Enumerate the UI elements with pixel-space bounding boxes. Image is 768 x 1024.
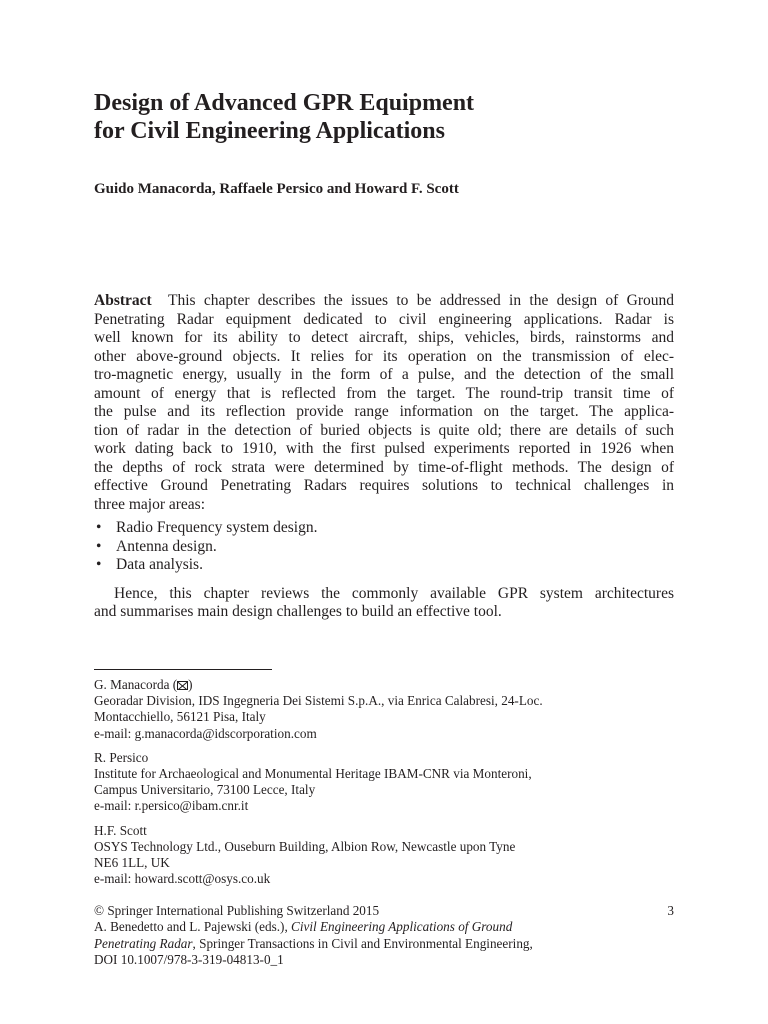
author-affiliations [94, 677, 674, 895]
book-title: Civil Engineering Applications of Ground [291, 919, 513, 935]
envelope-icon[interactable] [177, 681, 188, 690]
book-title: Penetrating Radar [94, 935, 193, 951]
abstract-line: effective Ground Penetrating Radars requires solutions to technical challenges in [94, 477, 674, 494]
abstract-line: well known for its ability to detect aircraft, ships, vehicles, birds, rainstorms and [94, 329, 674, 346]
chapter-title-line-2: for Civil Engineering Applications [94, 118, 445, 144]
affiliation-line: Georadar Division, IDS Ingegneria Dei Sistemi S.p.A., via Enrica Calabresi, 24-Loc. [94, 693, 543, 709]
affiliation-name: R. Persico [94, 749, 149, 765]
bullet-icon: • [96, 556, 102, 573]
affiliation-line: Montacchiello, 56121 Pisa, Italy [94, 709, 266, 725]
abstract-line: work dating back to 1910, with the first pulsed experiments reported in 1926 when [94, 440, 674, 457]
abstract-line: the depths of rock strata were determined by time-of-flight methods. The design of [94, 458, 674, 476]
abstract-line: tion of radar in the detection of buried objects is quite old; there are details of such [94, 421, 674, 439]
affiliation-line: Institute for Archaeological and Monumental Heritage IBAM-CNR via Monteroni, [94, 766, 532, 782]
abstract-line: tro-magnetic energy, usually in the form of a pulse, and the detection of the small [94, 366, 674, 383]
chapter-title-line-1: Design of Advanced GPR Equipment [94, 90, 475, 116]
list-item: • Radio Frequency system design. [96, 519, 318, 536]
affiliation-line: Campus Universitario, 73100 Lecce, Italy [94, 782, 316, 798]
citation-line: Penetrating Radar, Springer Transactions in Civil and Environmental Engineering, [94, 935, 533, 951]
affiliation-scott [94, 823, 674, 888]
affiliation-name: H.F. Scott [94, 822, 147, 838]
footnote-divider [94, 669, 272, 670]
abstract-line: other above-ground objects. It relies for its operation on the transmission of elec- [94, 347, 674, 365]
affiliation-line: OSYS Technology Ltd., Ouseburn Building, Albion Row, Newcastle upon Tyne [94, 838, 516, 854]
chapter-title [94, 89, 674, 145]
bullet-icon: • [96, 537, 102, 555]
abstract [94, 292, 674, 622]
copyright-line: © Springer International Publishing Switzerland 2015 [94, 903, 380, 918]
citation-line: A. Benedetto and L. Pajewski (eds.), Civil Engineering Applications of Ground [94, 919, 513, 935]
doi-link[interactable]: DOI 10.1007/978-3-319-04813-0_1 [94, 951, 284, 967]
abstract-line: and summarises main design challenges to build an effective tool. [94, 603, 502, 620]
affiliation-name: G. Manacorda ( ) [94, 677, 193, 692]
affiliation-line: NE6 1LL, UK [94, 855, 170, 871]
abstract-line: the pulse and its reflection provide range information on the target. The applica- [94, 403, 674, 420]
affiliation-manacorda [94, 677, 674, 742]
email-link[interactable]: e-mail: r.persico@ibam.cnr.it [94, 798, 249, 814]
abstract-line: amount of energy that is reflected from the target. The round-trip transit time of [94, 384, 674, 402]
publication-footer [94, 903, 674, 968]
abstract-line: Abstract This chapter describes the issues to be addressed in the design of Ground [94, 292, 674, 309]
list-item: • Data analysis. [96, 556, 203, 573]
list-item: • Antenna design. [96, 537, 217, 555]
affiliation-persico [94, 750, 674, 815]
bullet-icon: • [96, 519, 102, 536]
author-list: Guido Manacorda, Raffaele Persico and Howard F. Scott [94, 181, 459, 197]
abstract-label: Abstract [94, 292, 152, 309]
abstract-closing-paragraph [94, 585, 674, 622]
design-areas-list [94, 519, 674, 575]
email-link[interactable]: e-mail: g.manacorda@idscorporation.com [94, 725, 317, 741]
abstract-line: three major areas: [94, 495, 206, 513]
email-link[interactable]: e-mail: howard.scott@osys.co.uk [94, 871, 271, 887]
page-number: 3 [667, 903, 674, 918]
abstract-line: Hence, this chapter reviews the commonly available GPR system architectures [114, 584, 674, 602]
abstract-line: Penetrating Radar equipment dedicated to civil engineering applications. Radar is [94, 310, 674, 328]
